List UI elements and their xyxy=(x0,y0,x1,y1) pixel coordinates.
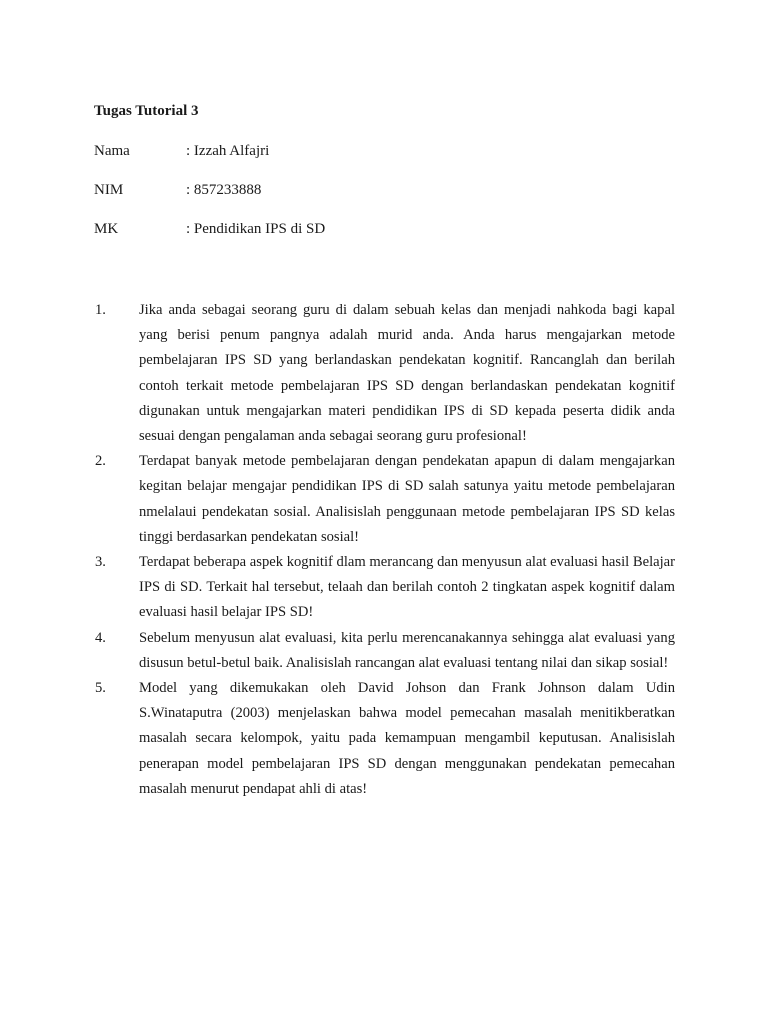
question-text: Model yang dikemukakan oleh David Johson dan Frank Johnson dalam Udin S.Winataputra (2003) menjelaskan bahwa model pemecahan masalah menitikberatkan masalah secara kelompok, yaitu pada kemampuan mengambil keputusan. Analisislah penerapan model pembelajaran IPS SD dengan menggunakan pendekatan pemecahan masalah menurut pendapat ahli di atas! xyxy=(139,680,675,797)
info-label: MK xyxy=(94,221,119,237)
info-value: : 857233888 xyxy=(186,182,262,198)
question-number: 4. xyxy=(95,629,106,646)
list-item xyxy=(94,550,675,626)
list-item xyxy=(94,676,675,802)
question-text: Jika anda sebagai seorang guru di dalam sebuah kelas dan menjadi nahkoda bagi kapal yang berisi penum pangnya adalah murid anda. Anda harus mengajarkan metode pembelajaran IPS SD yang berlandaskan pendekatan kognitif. Rancanglah dan berilah contoh terkait metode pembelajaran IPS SD dengan berlandaskan pendekatan kognitif digunakan untuk mengajarkan materi pendidikan IPS di SD kepada peserta didik anda sesuai dengan pengalaman anda sebagai seorang guru profesional! xyxy=(139,302,675,445)
question-text: Terdapat banyak metode pembelajaran dengan pendekatan apapun di dalam mengajarkan kegitan belajar mengajar pendidikan IPS di SD salah satunya yaitu metode pembelajaran nmelalaui pendekatan sosial. Analisislah penggunaan metode pembelajaran IPS SD kelas tinggi berdasarkan pendekatan sosial! xyxy=(139,453,675,545)
question-number: 2. xyxy=(95,453,106,470)
info-row-mk xyxy=(94,219,325,239)
info-label: Nama xyxy=(94,143,130,159)
info-label: NIM xyxy=(94,182,124,198)
list-item xyxy=(94,626,675,676)
document-title: Tugas Tutorial 3 xyxy=(94,103,199,119)
info-value: : Izzah Alfajri xyxy=(186,143,270,159)
list-item xyxy=(94,298,675,449)
question-text: Sebelum menyusun alat evaluasi, kita perlu merencanakannya sehingga alat evaluasi yang disusun betul-betul baik. Analisislah rancangan alat evaluasi tentang nilai dan sikap sosial! xyxy=(139,629,675,671)
list-item xyxy=(94,449,675,550)
info-row-nim xyxy=(94,180,261,200)
question-number: 1. xyxy=(95,302,106,318)
question-text: Terdapat beberapa aspek kognitif dlam merancang dan menyusun alat evaluasi hasil Belajar IPS di SD. Terkait hal tersebut, telaah dan berilah contoh 2 tingkatan aspek kognitif dalam evaluasi hasil belajar IPS SD! xyxy=(139,554,675,621)
info-value: : Pendidikan IPS di SD xyxy=(186,221,326,237)
question-list xyxy=(94,298,675,802)
question-number: 3. xyxy=(95,554,106,571)
question-number: 5. xyxy=(95,680,106,697)
info-row-nama xyxy=(94,141,269,161)
